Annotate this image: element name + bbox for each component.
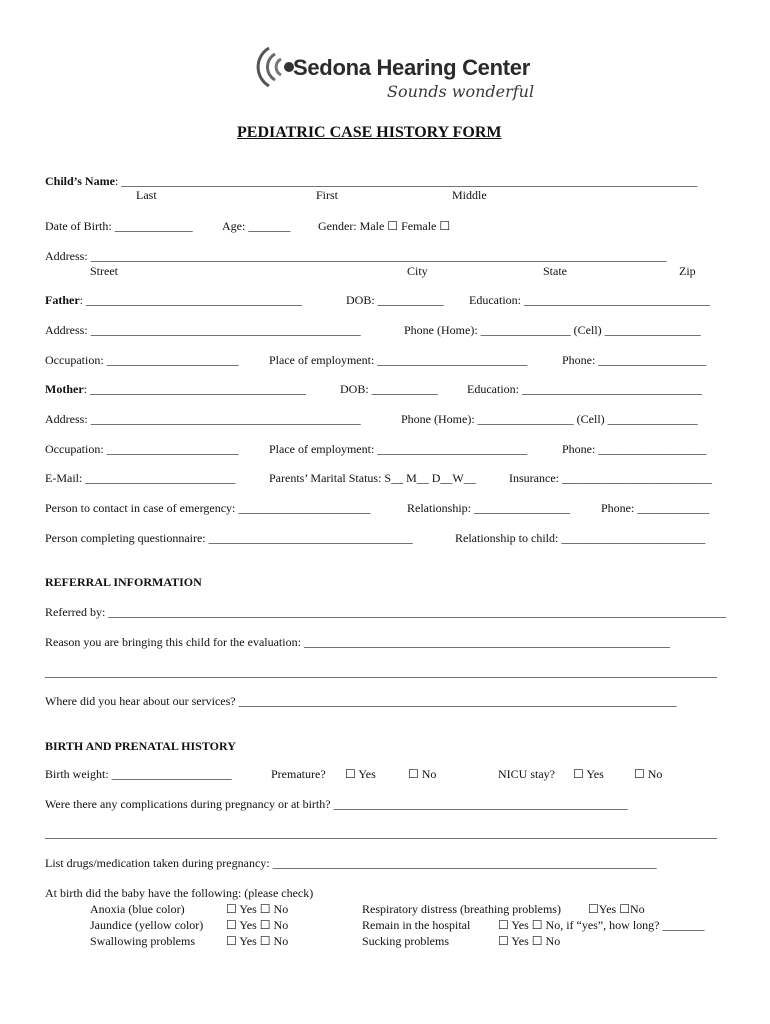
nicu-label: NICU stay? [498, 767, 555, 781]
insurance-field[interactable]: Insurance: _________________________ [509, 471, 712, 485]
sound-waves-logo-icon [255, 44, 295, 90]
drugs-field[interactable]: List drugs/medication taken during pregnancy: ________________________________________________________________ [45, 856, 657, 870]
state-label: State [543, 264, 567, 278]
premature-no-checkbox[interactable]: ☐ No [408, 767, 437, 781]
father-field[interactable]: : ____________________________________ [79, 293, 302, 307]
relationship-to-child-field[interactable]: Relationship to child: ________________________ [455, 531, 706, 545]
emergency-contact-field[interactable]: Person to contact in case of emergency: ______________________ [45, 501, 371, 515]
city-label: City [407, 264, 428, 278]
childs-name-row [45, 174, 697, 188]
last-label: Last [136, 188, 157, 202]
sucking-checkboxes[interactable]: ☐ Yes ☐ No [498, 934, 561, 948]
dob-field[interactable]: Date of Birth: _____________ [45, 219, 193, 233]
father-address-field[interactable]: Address: _____________________________________________ [45, 323, 361, 337]
nicu-no-checkbox[interactable]: ☐ No [634, 767, 663, 781]
hospital-checkboxes[interactable]: ☐ Yes ☐ No, if “yes”, how long? _______ [498, 918, 705, 932]
referral-heading: REFERRAL INFORMATION [45, 575, 202, 589]
mother-occupation-field[interactable]: Occupation: ______________________ [45, 442, 239, 456]
premature-label: Premature? [271, 767, 326, 781]
father-employment-field[interactable]: Place of employment: _________________________ [269, 353, 528, 367]
mother-employment-field[interactable]: Place of employment: _________________________ [269, 442, 528, 456]
zip-label: Zip [679, 264, 696, 278]
logo-tagline: Sounds wonderful [387, 82, 535, 101]
sucking-label: Sucking problems [362, 934, 449, 948]
premature-yes-checkbox[interactable]: ☐ Yes [345, 767, 376, 781]
jaundice-label: Jaundice (yellow color) [90, 918, 204, 932]
father-work-phone-field[interactable]: Phone: __________________ [562, 353, 707, 367]
complications-continued-field[interactable]: ________________________________________________________________________________________________________________ [45, 826, 717, 840]
respiratory-checkboxes[interactable]: ☐Yes ☐No [588, 902, 645, 916]
anoxia-label: Anoxia (blue color) [90, 902, 185, 916]
mother-dob-field[interactable]: DOB: ___________ [340, 382, 438, 396]
person-completing-field[interactable]: Person completing questionnaire: __________________________________ [45, 531, 413, 545]
father-occupation-field[interactable]: Occupation: ______________________ [45, 353, 239, 367]
birth-weight-field[interactable]: Birth weight: ____________________ [45, 767, 232, 781]
age-field[interactable]: Age: _______ [222, 219, 291, 233]
hear-about-field[interactable]: Where did you hear about our services? _________________________________________________________________________ [45, 694, 677, 708]
complications-field[interactable]: Were there any complications during pregnancy or at birth? _________________________________________________ [45, 797, 628, 811]
reason-continued-field[interactable]: ________________________________________________________________________________________________________________ [45, 665, 717, 679]
first-label: First [316, 188, 339, 202]
mother-work-phone-field[interactable]: Phone: __________________ [562, 442, 707, 456]
email-field[interactable]: E-Mail: _________________________ [45, 471, 236, 485]
anoxia-checkboxes[interactable]: ☐ Yes ☐ No [226, 902, 289, 916]
father-label: Father [45, 293, 80, 307]
respiratory-label: Respiratory distress (breathing problems) [362, 902, 561, 916]
mother-phone-field[interactable]: Phone (Home): ________________ (Cell) _______________ [401, 412, 698, 426]
jaundice-checkboxes[interactable]: ☐ Yes ☐ No [226, 918, 289, 932]
street-label: Street [90, 264, 118, 278]
mother-address-field[interactable]: Address: _____________________________________________ [45, 412, 361, 426]
childs-name-label: Child’s Name [45, 174, 115, 188]
nicu-yes-checkbox[interactable]: ☐ Yes [573, 767, 604, 781]
hospital-label: Remain in the hospital [362, 918, 471, 932]
childs-name-field[interactable]: : ________________________________________________________________________________________________ [114, 174, 698, 188]
father-row [45, 293, 302, 307]
mother-label: Mother [45, 382, 84, 396]
father-phone-field[interactable]: Phone (Home): _______________ (Cell) ________________ [404, 323, 701, 337]
swallowing-label: Swallowing problems [90, 934, 195, 948]
form-title: PEDIATRIC CASE HISTORY FORM [237, 124, 502, 141]
mother-row [45, 382, 306, 396]
mother-education-field[interactable]: Education: ______________________________ [467, 382, 702, 396]
swallowing-checkboxes[interactable]: ☐ Yes ☐ No [226, 934, 289, 948]
address-field[interactable]: Address: ________________________________________________________________________________________________ [45, 249, 667, 263]
gender-field[interactable]: Gender: Male ☐ Female ☐ [318, 219, 451, 233]
mother-field[interactable]: : ____________________________________ [83, 382, 306, 396]
referred-by-field[interactable]: Referred by: _______________________________________________________________________________________________________ [45, 605, 727, 619]
logo-name: Sedona Hearing Center [293, 55, 530, 80]
father-dob-field[interactable]: DOB: ___________ [346, 293, 444, 307]
birth-heading: BIRTH AND PRENATAL HISTORY [45, 739, 236, 753]
marital-status-field[interactable]: Parents’ Marital Status: S__ M__ D__W__ [269, 471, 476, 485]
reason-field[interactable]: Reason you are bringing this child for the evaluation: _____________________________________________________________ [45, 635, 670, 649]
emergency-phone-field[interactable]: Phone: ____________ [601, 501, 710, 515]
father-education-field[interactable]: Education: _______________________________ [469, 293, 710, 307]
relationship-field[interactable]: Relationship: ________________ [407, 501, 570, 515]
middle-label: Middle [452, 188, 487, 202]
at-birth-instruction: At birth did the baby have the following: (please check) [45, 886, 314, 900]
